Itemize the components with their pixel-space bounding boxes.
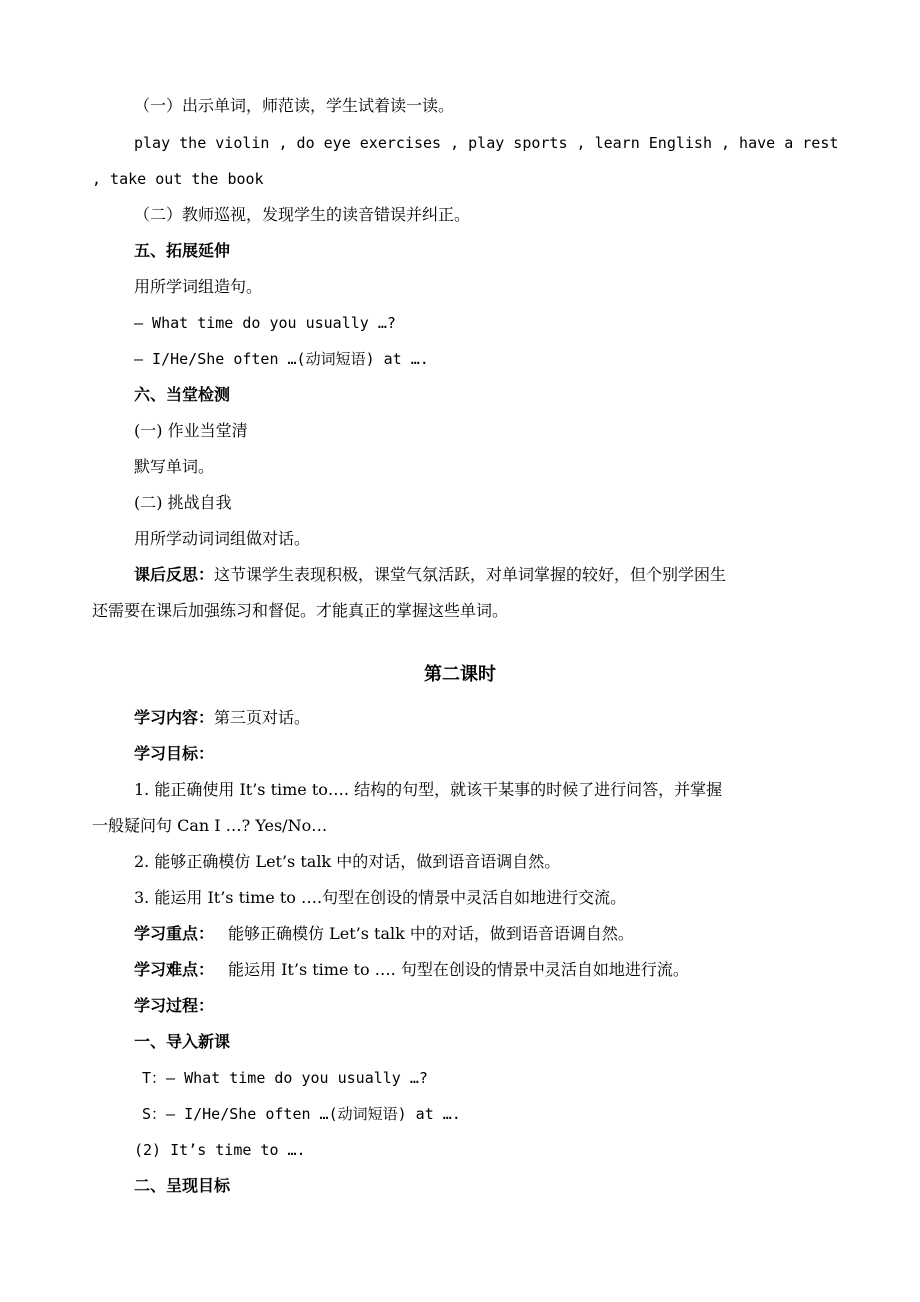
make-sentences: 用所学词组造句。 bbox=[134, 277, 263, 296]
content-value: 第三页对话。 bbox=[214, 708, 311, 727]
goal-2: 2. 能够正确模仿 Let’s talk 中的对话，做到语音语调自然。 bbox=[134, 852, 561, 871]
its-time-line: (2) It’s time to …. bbox=[134, 1141, 306, 1159]
reflection-line-1 bbox=[134, 563, 726, 587]
homework-heading: (一) 作业当堂清 bbox=[134, 421, 248, 440]
reflection-line-2: 还需要在课后加强练习和督促。才能真正的掌握这些单词。 bbox=[92, 601, 509, 620]
reflection-label: 课后反思： bbox=[134, 565, 215, 584]
section-six-heading: 六、当堂检测 bbox=[134, 385, 231, 404]
pattern-answer: — I/He/She often …(动词短语) at …. bbox=[134, 350, 429, 368]
phrases-line-2: , take out the book bbox=[92, 170, 264, 188]
learning-content bbox=[134, 706, 310, 730]
step-show-words: （一）出示单词，师范读，学生试着读一读。 bbox=[134, 96, 455, 115]
goal-3: 3. 能运用 It’s time to ….句型在创设的情景中灵活自如地进行交流。 bbox=[134, 888, 627, 907]
content-label: 学习内容： bbox=[134, 708, 215, 727]
section-one-heading: 一、导入新课 bbox=[134, 1032, 231, 1051]
difficulty-point bbox=[134, 958, 689, 982]
section-five-heading: 五、拓展延伸 bbox=[134, 241, 231, 260]
student-line: S：— I/He/She often …(动词短语) at …. bbox=[142, 1105, 461, 1123]
key-label: 学习重点： bbox=[134, 924, 215, 943]
lesson-two-title: 第二课时 bbox=[424, 664, 496, 685]
difficulty-value: 能运用 It’s time to …. 句型在创设的情景中灵活自如地进行流。 bbox=[228, 960, 689, 979]
step-correct: （二）教师巡视，发现学生的读音错误并纠正。 bbox=[134, 205, 471, 224]
dialogue-task: 用所学动词词组做对话。 bbox=[134, 529, 311, 548]
process-label: 学习过程： bbox=[134, 996, 215, 1015]
pattern-question: — What time do you usually …? bbox=[134, 314, 396, 332]
key-point bbox=[134, 922, 634, 946]
dictation: 默写单词。 bbox=[134, 457, 215, 476]
goal-1-line-2: 一般疑问句 Can I …? Yes/No… bbox=[92, 816, 328, 835]
key-value: 能够正确模仿 Let’s talk 中的对话，做到语音语调自然。 bbox=[228, 924, 634, 943]
phrases-line-1: play the violin , do eye exercises , play sports , learn English , have a rest bbox=[134, 134, 839, 152]
difficulty-label: 学习难点： bbox=[134, 960, 215, 979]
goals-label: 学习目标： bbox=[134, 744, 215, 763]
reflection-text-1: 这节课学生表现积极，课堂气氛活跃，对单词掌握的较好，但个别学困生 bbox=[214, 565, 727, 584]
goal-1-line-1: 1. 能正确使用 It’s time to…. 结构的句型，就该干某事的时候了进行问答，并掌握 bbox=[134, 780, 723, 799]
teacher-line: T：— What time do you usually …? bbox=[142, 1069, 428, 1087]
challenge-heading: (二) 挑战自我 bbox=[134, 493, 232, 512]
section-two-heading: 二、呈现目标 bbox=[134, 1176, 231, 1195]
